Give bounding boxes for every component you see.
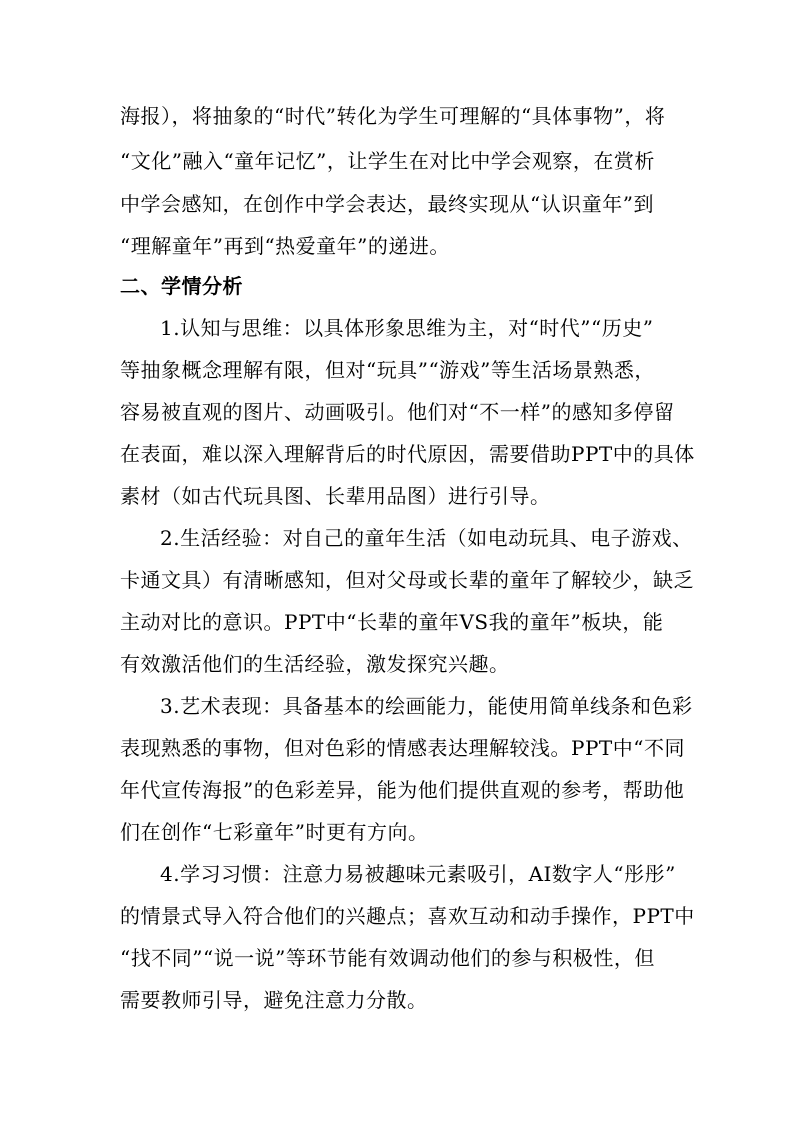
paragraph-line: 1.认知与思维：以具体形象思维为主，对“时代”“历史” (160, 316, 654, 340)
paragraph-line: 容易被直观的图片、动画吸引。他们对“不一样”的感知多停留 (120, 400, 675, 424)
paragraph-line: 需要教师引导，避免注意力分散。 (120, 988, 428, 1012)
paragraph-line: 有效激活他们的生活经验，激发探究兴趣。 (120, 652, 510, 676)
intro-line: 海报），将抽象的“时代”转化为学生可理解的“具体事物”，将 (120, 104, 666, 128)
paragraph-line: 4.学习习惯：注意力易被趣味元素吸引，AI数字人“彤彤” (160, 862, 676, 886)
paragraph-line: 在表面，难以深入理解背后的时代原因，需要借助PPT中的具体 (120, 442, 695, 466)
paragraph-line: 的情景式导入符合他们的兴趣点；喜欢互动和动手操作，PPT中 (120, 904, 695, 928)
paragraph-line: 表现熟悉的事物，但对色彩的情感表达理解较浅。PPT中“不同 (120, 736, 685, 760)
paragraph-line: “找不同”“说一说”等环节能有效调动他们的参与积极性，但 (120, 946, 655, 970)
paragraph-line: 们在创作“七彩童年”时更有方向。 (120, 820, 429, 844)
paragraph-line: 卡通文具）有清晰感知，但对父母或长辈的童年了解较少，缺乏 (120, 568, 694, 592)
paragraph-line: 主动对比的意识。PPT中“长辈的童年VS我的童年”板块，能 (120, 610, 664, 634)
paragraph-line: 3.艺术表现：具备基本的绘画能力，能使用简单线条和色彩 (160, 694, 693, 718)
paragraph-line: 素材（如古代玩具图、长辈用品图）进行引导。 (120, 484, 551, 508)
paragraph-line: 年代宣传海报”的色彩差异，能为他们提供直观的参考，帮助他 (120, 778, 685, 802)
intro-line: “理解童年”再到“热爱童年”的递进。 (120, 234, 450, 258)
paragraph-line: 等抽象概念理解有限，但对“玩具”“游戏”等生活场景熟悉， (120, 358, 655, 382)
intro-line: “文化”融入“童年记忆”，让学生在对比中学会观察，在赏析 (120, 149, 655, 173)
intro-line: 中学会感知，在创作中学会表达，最终实现从“认识童年”到 (120, 192, 654, 216)
section-heading: 二、学情分析 (120, 274, 243, 298)
paragraph-line: 2.生活经验：对自己的童年生活（如电动玩具、电子游戏、 (160, 526, 693, 550)
